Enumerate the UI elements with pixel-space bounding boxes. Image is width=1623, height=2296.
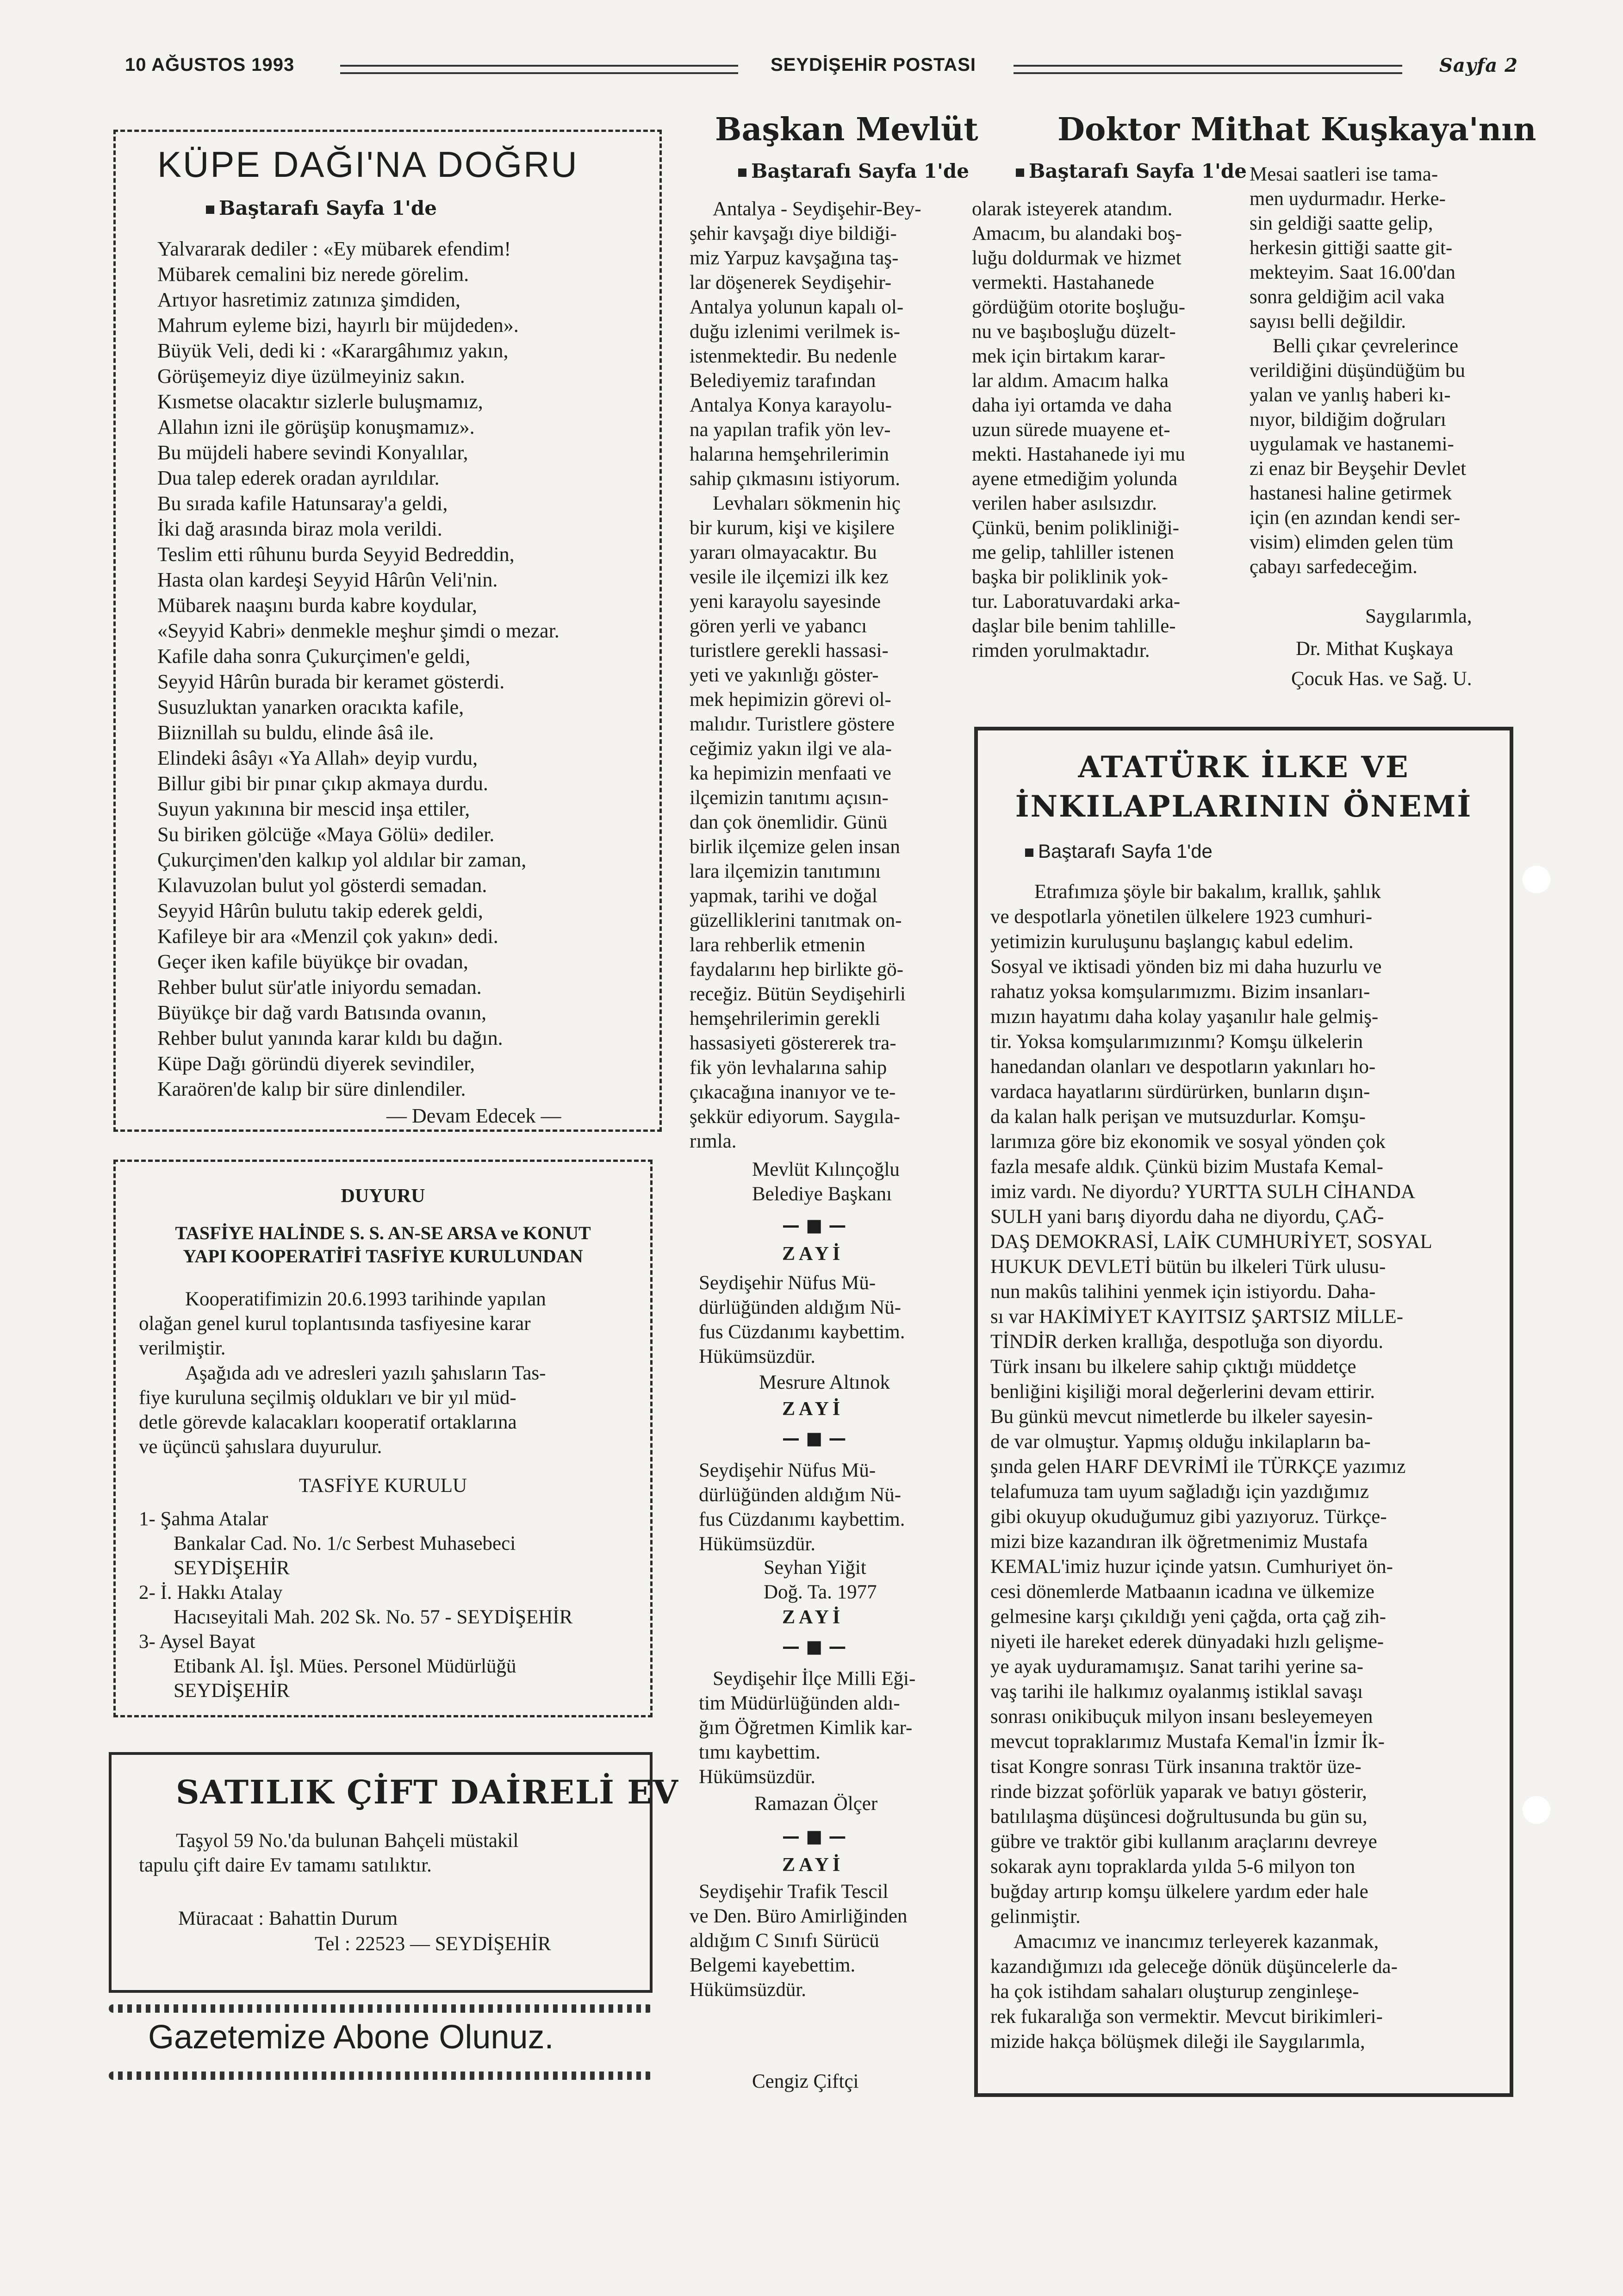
binder-hole [1523,1796,1550,1824]
doktor-line: zi enaz bir Beyşehir Devlet [1250,458,1467,480]
kupe-line: Büyük Veli, dedi ki : «Karargâhımız yakın, [157,339,509,362]
baskan-line: sahip çıkmasını istiyorum. [690,468,901,490]
ataturk-line: mizi bize kazandıran ilk öğretmenimiz Mustafa [990,1531,1368,1553]
ataturk-line: kazandığımızı ıda geleceğe dönük düşüncelerle da- [990,1956,1398,1978]
ataturk-line: gibi okuyup okuduğumuz gibi yazıyoruz. Türkçe- [990,1506,1387,1528]
satilik-title: SATILIK ÇİFT DAİRELİ EV [176,1773,679,1811]
ataturk-line: de var olmuştur. Yapmış olduğu inkilapların ba- [990,1431,1371,1453]
duyuru-heading: TASFİYE HALİNDE S. S. AN-SE ARSA ve KONUT [175,1223,591,1243]
ataturk-line: buğday artırıp komşu ülkelere yardım eder hale [990,1881,1368,1903]
ataturk-line: KEMAL'imiz huzur içinde yatsın. Cumhuriyet ön- [990,1556,1393,1578]
header-rule [340,72,738,74]
kupe-line: Seyyid Hârûn bulutu takip ederek geldi, [157,899,483,922]
kupe-line: Bu sırada kafile Hatunsaray'a geldi, [157,492,448,515]
binder-hole [1523,866,1550,893]
ataturk-line: gelinmiştir. [990,1906,1081,1928]
baskan-line: şekkür ediyorum. Saygıla- [690,1106,900,1128]
doktor-line: verildiğini düşündüğüm bu [1250,360,1465,381]
kupe-line: Kafileye bir ara «Menzil çok yakın» dedi. [157,925,498,948]
doktor-line: için (en azından kendi ser- [1250,507,1461,529]
zayi-line: dürlüğünden aldığım Nü- [699,1297,902,1318]
doktor-line: mekteyim. Saat 16.00'dan [1250,262,1455,283]
ataturk-line: mevcut topraklarımız Mustafa Kemal'in İzmir İk- [990,1731,1385,1753]
ataturk-line: benliğini kişiliği moral değerlerini devam ettirir. [990,1381,1375,1403]
ataturk-line: sonrası onikibuçuk milyon insanı besleyemeyen [990,1706,1373,1728]
ataturk-line: fazla mesafe aldık. Çünkü bizim Mustafa Kemal- [990,1156,1383,1178]
doktor-column-1 [972,197,1185,663]
doktor-line: daşlar bile benim tahlille- [972,615,1176,637]
zayi-signature: Cengiz Çiftçi [752,2071,859,2092]
kupe-line: Seyyid Hârûn burada bir keramet gösterdi. [157,670,505,693]
doktor-line: yalan ve yanlış haberi kı- [1250,384,1451,406]
baskan-line: Antalya yolunun kapalı ol- [690,296,904,318]
baskan-line: çıkacağına inanıyor ve te- [690,1081,896,1103]
doktor-line: verilen haber asılsızdır. [972,493,1157,514]
baskan-line: lar döşenerek Seydişehir- [690,272,892,293]
doktor-line: me gelip, tahliller istenen [972,542,1175,563]
ataturk-title: ATATÜRK İLKE VE [1078,750,1410,785]
baskan-line: yeni karayolu sayesinde [690,591,881,612]
baskan-line: dan çok önemlidir. Günü [690,811,888,833]
kupe-line: Rehber bulut yanında karar kıldı bu dağın. [157,1027,503,1049]
doktor-line: sin geldiği saatte gelip, [1250,212,1433,234]
doktor-closing: Saygılarımla, [1365,605,1472,627]
baskan-line: Antalya Konya karayolu- [690,394,892,416]
baskan-line: Levhaları sökmenin hiç [713,493,901,514]
duyuru-line: olağan genel kurul toplantısında tasfiyesine karar [139,1313,531,1335]
kupe-line: Mübarek cemalini biz nerede görelim. [157,263,469,286]
zayi-signature: Mesrure Altınok [759,1372,890,1393]
zayi-line: dürlüğünden aldığım Nü- [699,1484,902,1506]
ataturk-line: Sosyal ve iktisadi yönden biz mi daha huzurlu ve [990,956,1382,978]
notice-separator: — ■ — [782,1215,846,1235]
zayi-line: Seydişehir Nüfus Mü- [699,1272,876,1294]
baskan-line: hemşehrilerimin gerekli [690,1008,880,1029]
baskan-line: faydalarını hep birlikte gö- [690,959,904,980]
notice-separator: — ■ — [782,1428,846,1448]
ataturk-line: ve despotlarla yönetilen ülkelere 1923 cumhuri- [990,906,1373,928]
kupe-line: Görüşemeyiz diye üzülmeyiniz sakın. [157,365,465,387]
doktor-title: Doktor Mithat Kuşkaya'nın [1057,111,1536,148]
ataturk-line: vardaca hayatlarını sürdürürken, bunların dışın- [990,1081,1370,1103]
member-line: Hacıseyitali Mah. 202 Sk. No. 57 - SEYDİŞEHİR [174,1606,573,1628]
zayi-title: ZAYİ [782,1398,844,1420]
doktor-line: nıyor, bildiğim doğruları [1250,409,1446,430]
kupe-line: Biiznillah su buldu, elinde âsâ ile. [157,721,434,744]
baskan-line: miz Yarpuz kavşağına taş- [690,247,899,269]
ataturk-line: batılılaşma düşüncesi doğrultusunda bu gün su, [990,1806,1368,1828]
doktor-line: luğu doldurmak ve hizmet [972,247,1181,269]
zayi-line: ğım Öğretmen Kimlik kar- [699,1717,913,1739]
kupe-line: Su biriken gölcüğe «Maya Gölü» dediler. [157,823,495,846]
satilik-contact: Müracaat : Bahattin Durum [178,1908,398,1929]
baskan-line: receğiz. Bütün Seydişehirli [690,983,906,1005]
doktor-line: Amacım, bu alandaki boş- [972,223,1182,244]
baskan-line: turistlere gerekli hassasi- [690,640,889,661]
decorative-border [109,2004,653,2013]
kupe-line: Karaören'de kalıp bir süre dinlendiler. [157,1078,466,1100]
baskan-line: mek hepimizin görevi ol- [690,689,891,711]
zayi-notice [690,1879,908,2002]
square-bullet-icon [738,168,746,177]
abone-slogan: Gazetemize Abone Olunuz. [148,2019,554,2056]
duyuru-line: ve üçüncü şahıslara duyurulur. [139,1436,382,1458]
doktor-line: sayısı belli değildir. [1250,311,1406,332]
member-line: Etibank Al. İşl. Mües. Personel Müdürlüğü [174,1655,516,1677]
kupe-line: Susuzluktan yanarken oracıkta kafile, [157,696,464,718]
ataturk-line: sokarak aynı topraklarda yılda 5-6 milyon ton [990,1856,1356,1878]
newspaper-name: SEYDİŞEHİR POSTASI [771,55,976,75]
ataturk-body [990,880,1432,2054]
doktor-line: mekti. Hastahanede iyi mu [972,443,1185,465]
zayi-line: Hükümsüzdür. [699,1766,816,1788]
doktor-line: mek için birtakım karar- [972,345,1166,367]
ataturk-line: TİNDİR derken krallığa, despotluğa son diyordu. [990,1331,1384,1353]
doktor-continued-label [1016,160,1247,182]
ataturk-line: hanedandan olanları ve despotların yakınları ho- [990,1056,1376,1078]
baskan-line: malıdır. Turistlere göstere [690,713,895,735]
baskan-line: ceğimiz yakın ilgi ve ala- [690,738,892,760]
doktor-line: herkesin gittiği saatte git- [1250,237,1453,259]
kupe-poem [157,236,560,1102]
kupe-line: Mübarek naaşını burda kabre koydular, [157,594,478,617]
baskan-line: bir kurum, kişi ve kişilere [690,517,895,539]
baskan-line: fik yön levhalarına sahip [690,1057,887,1079]
zayi-line: tımı kaybettim. [699,1741,821,1763]
baskan-line: halarına hemşehrilerimin [690,443,889,465]
ataturk-title: İNKILAPLARININ ÖNEMİ [1015,789,1473,824]
duyuru-paragraph [139,1287,546,1360]
ataturk-line: gübre ve traktör gibi kullanım araçlarını devreye [990,1831,1377,1853]
page-number: Sayfa 2 [1439,55,1518,76]
zayi-line: Hükümsüzdür. [699,1346,816,1367]
zayi-notice [699,1271,905,1369]
doktor-line: vermekti. Hastahanede [972,272,1154,293]
member-line: Bankalar Cad. No. 1/c Serbest Muhasebeci [174,1533,516,1554]
baskan-line: lara ilçemizin tanıtımını [690,861,881,882]
tasfiye-members [139,1507,572,1703]
doktor-line: sonra geldiğim acil vaka [1250,286,1445,308]
baskan-line: yararı olmayacaktır. Bu [690,542,877,563]
member-line: 2- İ. Hakkı Atalay [139,1582,283,1603]
zayi-line: Hükümsüzdür. [690,1979,807,2001]
kupe-continues-note: — Devam Edecek — [386,1104,561,1127]
square-bullet-icon [1016,168,1024,177]
ataturk-line: gelmesine karşı çıkıldığı yeni çağda, orta çağ zih- [990,1606,1386,1628]
baskan-continued-text: Baştarafı Sayfa 1'de [751,160,969,182]
kupe-line: İki dağ arasında biraz mola verildi. [157,518,442,540]
zayi-signature: Seyhan Yiğit [764,1557,866,1578]
doktor-signature-title: Çocuk Has. ve Sağ. U. [1291,668,1472,690]
kupe-line: Yalvararak dediler : «Ey mübarek efendim! [157,237,511,260]
kupe-line: Suyun yakınına bir mescid inşa ettiler, [157,798,470,820]
kupe-line: Dua talep ederek oradan ayrıldılar. [157,467,440,489]
decorative-border [109,2071,653,2080]
tasfiye-board-title: TASFİYE KURULU [298,1475,467,1497]
zayi-title: ZAYİ [782,1607,844,1628]
duyuru-line: fiye kuruluna seçilmiş oldukları ve bir yıl müd- [139,1387,516,1409]
kupe-line: Teslim etti rûhunu burda Seyyid Bedreddin, [157,543,515,566]
ataturk-continued-label [1025,840,1213,862]
ataturk-line: ha çok istihdam sahaları oluşturup zenginleşe- [990,1981,1359,2003]
square-bullet-icon [1025,849,1033,857]
doktor-line: Belli çıkar çevrelerince [1273,335,1459,357]
member-line: SEYDİŞEHİR [174,1557,290,1579]
doktor-continued-text: Baştarafı Sayfa 1'de [1029,160,1247,182]
zayi-line: fus Cüzdanımı kaybettim. [699,1321,905,1343]
square-bullet-icon [206,206,214,214]
ataturk-line: şında gelen HARF DEVRİMİ ile TÜRKÇE yazımız [990,1456,1406,1478]
kupe-line: Kılavuzolan bulut yol gösterdi semadan. [157,874,487,897]
doktor-line: nu ve başıboşluğu düzelt- [972,321,1176,343]
kupe-line: Bu müjdeli habere sevindi Konyalılar, [157,441,468,464]
satilik-text [139,1828,518,1878]
duyuru-line: verilmiştir. [139,1337,226,1359]
zayi-line: Seydişehir Nüfus Mü- [699,1460,876,1481]
baskan-title: Başkan Mevlüt [715,111,978,148]
doktor-line: visim) elimden gelen tüm [1250,531,1454,553]
doktor-line: gördüğüm otorite boşluğu- [972,296,1186,318]
member-line: 3- Aysel Bayat [139,1631,255,1653]
kupe-line: Geçer iken kafile büyükçe bir ovadan, [157,950,468,973]
kupe-line: Kafile daha sonra Çukurçimen'e geldi, [157,645,471,668]
doktor-line: lar aldım. Amacım halka [972,370,1169,392]
doktor-column-2 [1250,162,1466,579]
baskan-signature-name: Mevlüt Kılınçoğlu [752,1159,900,1180]
ataturk-line: rahatız yoksa komşularımızmı. Bizim insanları- [990,981,1370,1003]
ataturk-line: Bu günkü mevcut nimetlerde bu ilkeler sayesin- [990,1406,1373,1428]
ataturk-line: Etrafımıza şöyle bir bakalım, krallık, şahlık [1034,881,1381,903]
baskan-line: Belediyemiz tarafından [690,370,876,392]
zayi-line: fus Cüzdanımı kaybettim. [699,1509,905,1530]
ataturk-line: telafumuza tam uyum sağladığı için yazdığımız [990,1481,1369,1503]
doktor-line: Çünkü, benim polikliniği- [972,517,1179,539]
header-rule [340,65,738,67]
kupe-line: Billur gibi bir pınar çıkıp akmaya durdu. [157,772,488,795]
baskan-signature-title: Belediye Başkanı [752,1183,892,1205]
ataturk-line: ye ayak uyduramamışız. Sanat tarihi yerine sa- [990,1656,1363,1678]
baskan-line: yeti ve yakınlığı göster- [690,664,879,686]
doktor-line: Mesai saatleri ise tama- [1250,163,1438,185]
member-line: SEYDİŞEHİR [174,1680,290,1702]
notice-separator: — ■ — [782,1826,846,1847]
doktor-line: olarak isteyerek atandım. [972,198,1173,220]
ataturk-line: nun makûs talihini yenmek için istiyordu. Daha- [990,1281,1376,1303]
baskan-line: ka hepimizin menfaati ve [690,762,891,784]
doktor-line: çabayı sarfedeceğim. [1250,556,1418,578]
kupe-line: Elindeki âsâyı «Ya Allah» deyip vurdu, [157,747,478,769]
ataturk-line: vaş tarihi ile halkımız oyalanmış istiklal savaşı [990,1681,1363,1703]
baskan-line: yapmak, tarihi ve doğal [690,885,877,907]
ataturk-line: tisat Kongre sonrası Türk insanına traktör üze- [990,1756,1362,1778]
doktor-signature-name: Dr. Mithat Kuşkaya [1296,638,1454,660]
zayi-title: ZAYİ [782,1243,844,1265]
zayi-signature: Doğ. Ta. 1977 [764,1581,877,1603]
duyuru-paragraph [139,1361,546,1459]
kupe-title: KÜPE DAĞI'NA DOĞRU [157,144,578,185]
zayi-title: ZAYİ [782,1854,844,1876]
issue-date: 10 AĞUSTOS 1993 [125,55,295,75]
baskan-line: vesile ile ilçemizi ilk kez [690,566,889,588]
duyuru-line: Aşağıda adı ve adresleri yazılı şahısların Tas- [185,1362,546,1384]
kupe-line: Büyükçe bir dağ vardı Batısında ovanın, [157,1001,487,1024]
ataturk-line: yetimizin kuruluşunu başlangıç kabul edelim. [990,931,1354,953]
ataturk-line: rinde bizzat şoförlük yaparak ve batıyı gösterir, [990,1781,1367,1803]
zayi-line: aldığım C Sınıfı Sürücü [690,1930,879,1952]
zayi-notice [699,1666,915,1789]
baskan-continued-label [738,160,969,182]
member-line: 1- Şahma Atalar [139,1508,268,1530]
duyuru-line: Kooperatifimizin 20.6.1993 tarihinde yapılan [185,1288,546,1310]
zayi-line: Hükümsüzdür. [699,1533,816,1555]
satilik-phone: Tel : 22523 — SEYDİŞEHİR [315,1933,551,1955]
doktor-line: rimden yorulmaktadır. [972,640,1150,661]
zayi-line: Seydişehir Trafik Tescil [699,1881,889,1903]
kupe-continued-label [206,197,437,219]
ataturk-line: mızın hayatımı daha kolay yaşanılır hale gelmiş- [990,1006,1379,1028]
doktor-line: ayene etmediğim yolunda [972,468,1178,490]
ataturk-line: rek fukaralığa son vermektir. Mevcut birikimleri- [990,2006,1383,2028]
ataturk-line: sı var HAKİMİYET KAYITSIZ ŞARTSIZ MİLLE- [990,1306,1403,1328]
doktor-line: tur. Laboratuvardaki arka- [972,591,1181,612]
doktor-line: daha iyi ortamda ve daha [972,394,1172,416]
ataturk-line: DAŞ DEMOKRASİ, LAİK CUMHURİYET, SOSYAL [990,1231,1432,1253]
baskan-line: birlik ilçemize gelen insan [690,836,900,858]
baskan-line: şehir kavşağı diye bildiği- [690,223,897,244]
doktor-line: uygulamak ve hastanemi- [1250,433,1454,455]
ataturk-line: imiz vardı. Ne diyordu? YURTTA SULH CİHANDA [990,1181,1415,1203]
zayi-line: ve Den. Büro Amirliğinden [690,1905,908,1927]
doktor-line: uzun sürede muayene et- [972,419,1170,441]
ataturk-line: larımıza göre biz ekonomik ve sosyal yönden çok [990,1131,1386,1153]
zayi-signature: Ramazan Ölçer [754,1793,878,1815]
ataturk-line: Amacımız ve inancımız terleyerek kazanmak, [1014,1931,1379,1953]
zayi-notice [699,1458,905,1556]
notice-separator: — ■ — [782,1636,846,1657]
satilik-line: tapulu çift daire Ev tamamı satılıktır. [139,1854,432,1876]
ataturk-line: Türk insanı bu ilkelere sahip çıktığı müddetçe [990,1356,1356,1378]
ataturk-line: tir. Yoksa komşularımızınmı? Komşu ülkelerin [990,1031,1363,1053]
baskan-line: duğu izlenimi verilmek is- [690,321,900,343]
header-rule [1014,72,1402,74]
duyuru-line: detle görevde kalacakları kooperatif ortaklarına [139,1411,517,1433]
baskan-line: lara rehberlik etmenin [690,934,865,956]
baskan-line: Antalya - Seydişehir-Bey- [713,198,921,220]
satilik-line: Taşyol 59 No.'da bulunan Bahçeli müstakil [176,1830,519,1852]
baskan-line: ilçemizin tanıtımı açısın- [690,787,889,809]
zayi-line: tim Müdürlüğünden aldı- [699,1692,900,1714]
kupe-line: Mahrum eyleme bizi, hayırlı bir müjdeden». [157,314,519,337]
baskan-line: güzelliklerini tanıtmak on- [690,910,902,931]
ataturk-continued-text: Baştarafı Sayfa 1'de [1038,840,1213,862]
zayi-line: Seydişehir İlçe Milli Eği- [713,1668,916,1690]
kupe-line: Kısmetse olacaktır sizlerle buluşmamız, [157,390,483,413]
kupe-line: «Seyyid Kabri» denmekle meşhur şimdi o mezar. [157,619,560,642]
ataturk-line: da kalan halk perişan ve mutsuzdurlar. Komşu- [990,1106,1366,1128]
header-rule [1014,65,1402,67]
ataturk-line: cesi dönemlerde Matbaanın icadına ve ülkemize [990,1581,1374,1603]
duyuru-title: DUYURU [341,1185,425,1207]
kupe-line: Çukurçimen'den kalkıp yol aldılar bir zaman, [157,849,527,871]
baskan-line: na yapılan trafik yön lev- [690,419,891,441]
ataturk-line: SULH yani barış diyordu daha ne diyordu, ÇAĞ- [990,1206,1384,1228]
baskan-line: rımla. [690,1130,737,1152]
doktor-line: men uydurmadır. Herke- [1250,188,1446,210]
doktor-line: hastanesi haline getirmek [1250,482,1452,504]
ataturk-line: HUKUK DEVLETİ bütün bu ilkeleri Türk ulusu- [990,1256,1386,1278]
kupe-line: Hasta olan kardeşi Seyyid Hârûn Veli'nin. [157,568,498,591]
kupe-line: Artıyor hasretimiz zatınıza şimdiden, [157,288,460,311]
kupe-line: Rehber bulut sür'atle iniyordu semadan. [157,976,482,998]
baskan-line: hassasiyeti göstererek tra- [690,1032,896,1054]
baskan-line: gören yerli ve yabancı [690,615,867,637]
ataturk-line: mizide hakça bölüşmek dileği ile Saygılarımla, [990,2031,1365,2053]
duyuru-heading: YAPI KOOPERATİFİ TASFİYE KURULUNDAN [183,1246,583,1267]
doktor-line: başka bir poliklinik yok- [972,566,1168,588]
kupe-line: Küpe Dağı göründü diyerek sevindiler, [157,1052,475,1075]
zayi-line: Belgemi kayebettim. [690,1954,856,1976]
baskan-line: istenmektedir. Bu nedenle [690,345,897,367]
kupe-continued-text: Baştarafı Sayfa 1'de [219,197,437,219]
kupe-line: Allahın izni ile görüşüp konuşmamız». [157,416,475,438]
baskan-body [690,197,921,1154]
ataturk-line: niyeti ile hareket ederek dünyadaki hızlı gelişme- [990,1631,1384,1653]
